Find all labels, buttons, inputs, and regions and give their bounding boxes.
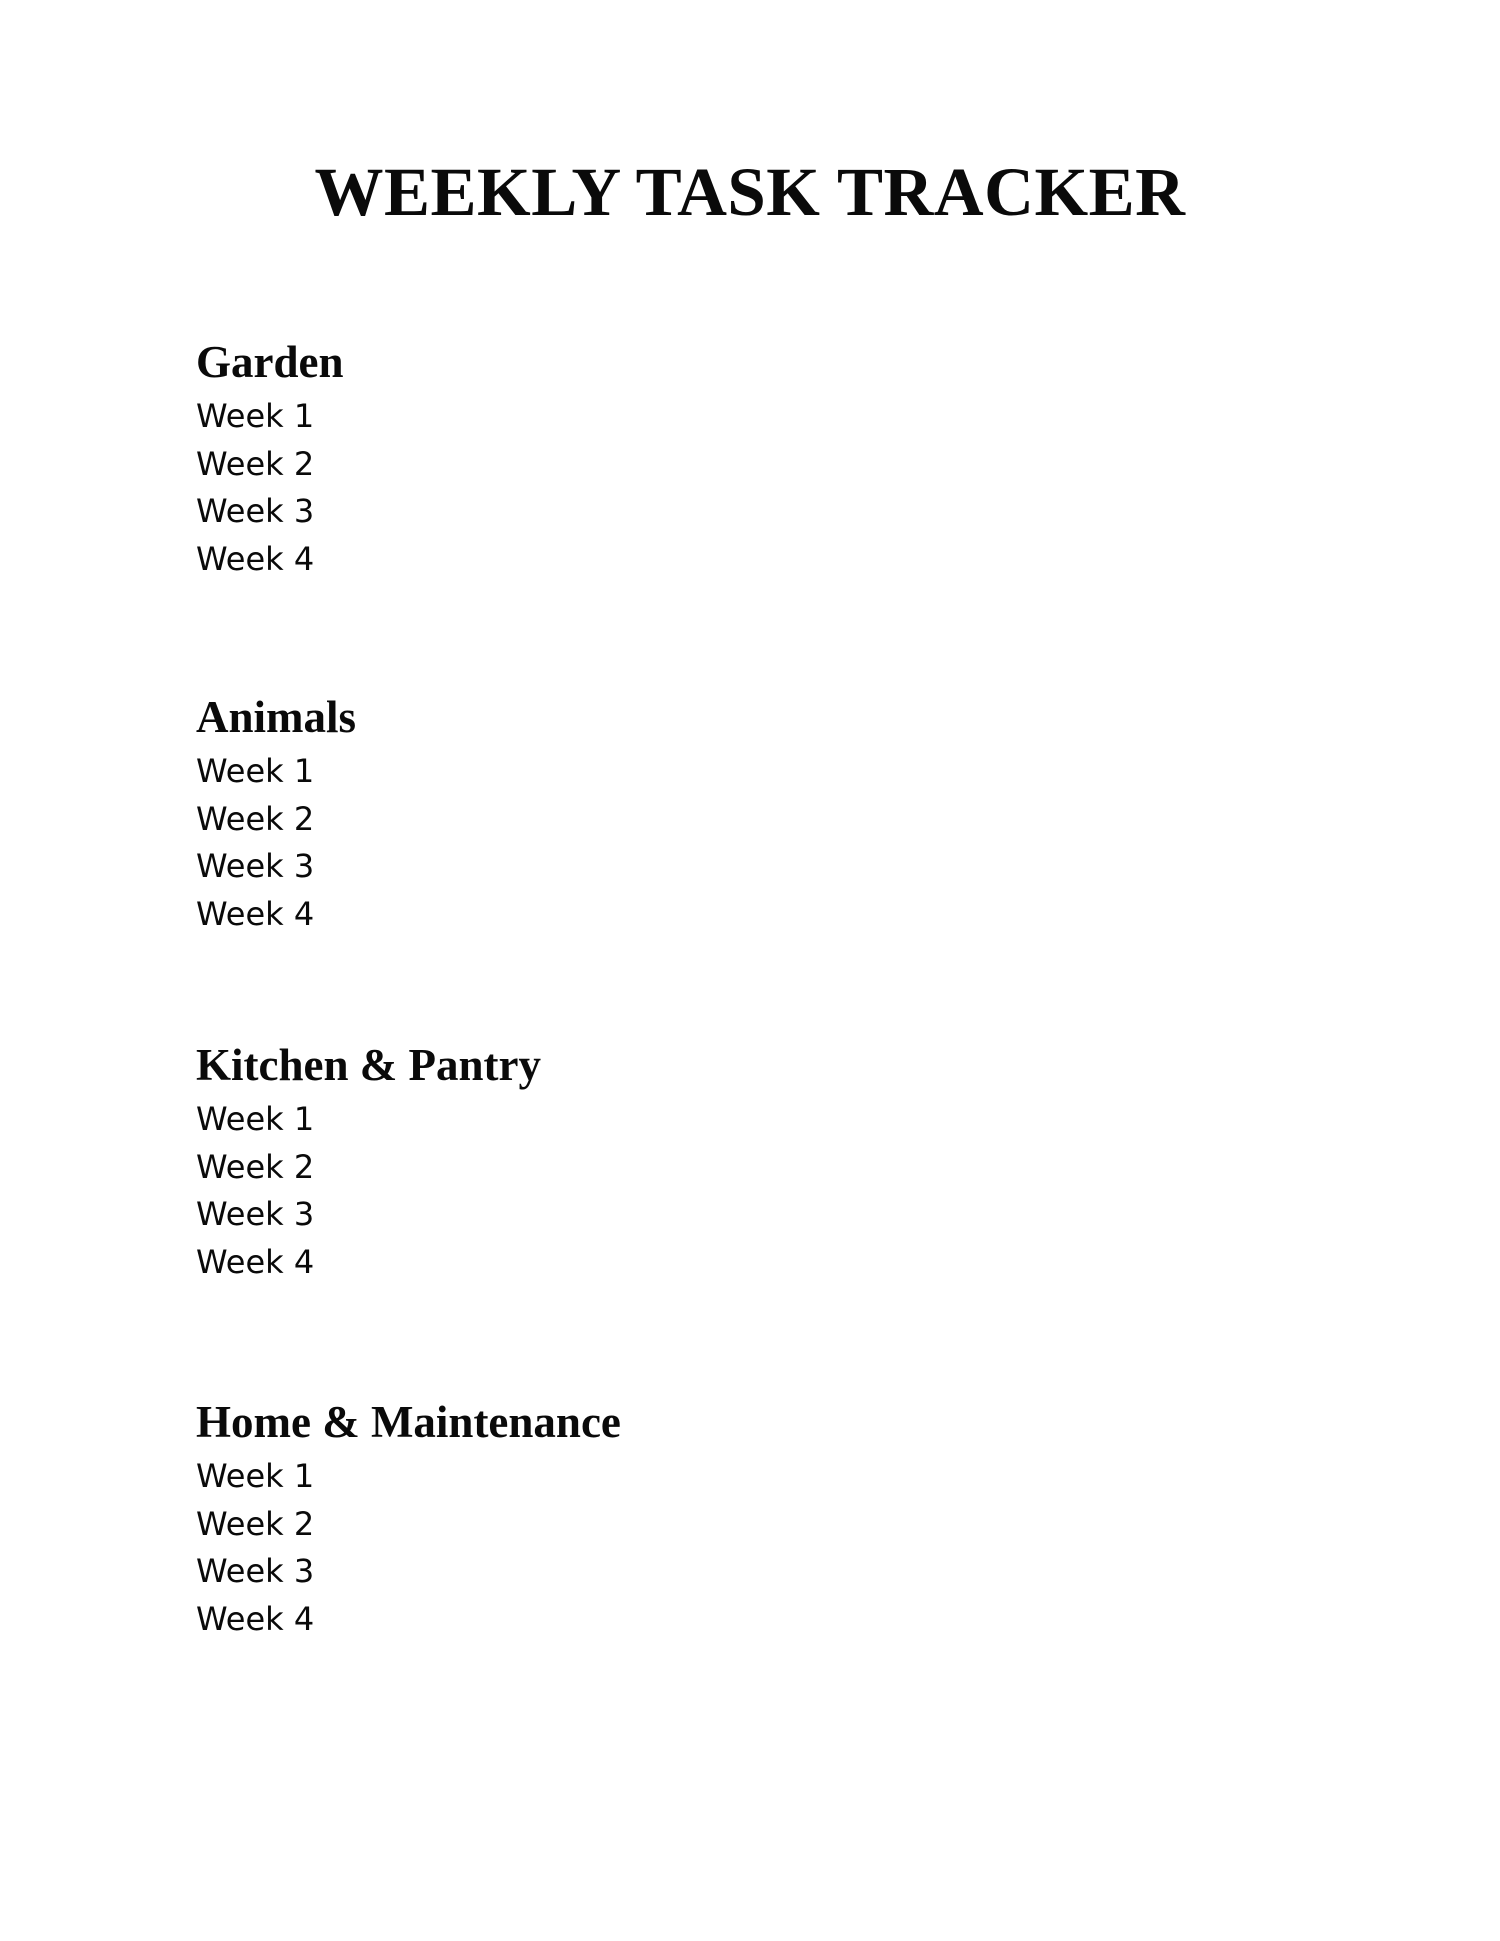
section-heading: Home & Maintenance (196, 1397, 621, 1447)
week-item: Week 3 (196, 847, 315, 885)
week-item: Week 3 (196, 1552, 315, 1590)
week-list (196, 1453, 1296, 1643)
section-heading: Garden (196, 337, 344, 387)
week-item: Week 4 (196, 539, 315, 578)
week-list (196, 393, 1296, 583)
week-item: Week 1 (196, 1100, 315, 1138)
week-item: Week 4 (196, 1599, 315, 1638)
week-item: Week 2 (196, 444, 315, 483)
week-item: Week 2 (196, 1147, 315, 1186)
page-title: WEEKLY TASK TRACKER (314, 154, 1186, 230)
section-heading: Animals (196, 692, 357, 742)
section-home-maintenance (196, 1394, 1296, 1643)
week-item: Week 2 (196, 799, 315, 838)
section-animals (196, 689, 1296, 938)
section-heading: Kitchen & Pantry (196, 1040, 541, 1090)
week-item: Week 4 (196, 1242, 315, 1281)
week-item: Week 4 (196, 894, 315, 933)
section-kitchen-pantry (196, 1037, 1296, 1286)
week-item: Week 1 (196, 1457, 315, 1495)
week-item: Week 1 (196, 397, 315, 435)
week-list (196, 748, 1296, 938)
section-garden (196, 334, 1296, 583)
week-list (196, 1096, 1296, 1286)
week-item: Week 3 (196, 492, 315, 530)
week-item: Week 2 (196, 1504, 315, 1543)
week-item: Week 1 (196, 752, 315, 790)
week-item: Week 3 (196, 1195, 315, 1233)
